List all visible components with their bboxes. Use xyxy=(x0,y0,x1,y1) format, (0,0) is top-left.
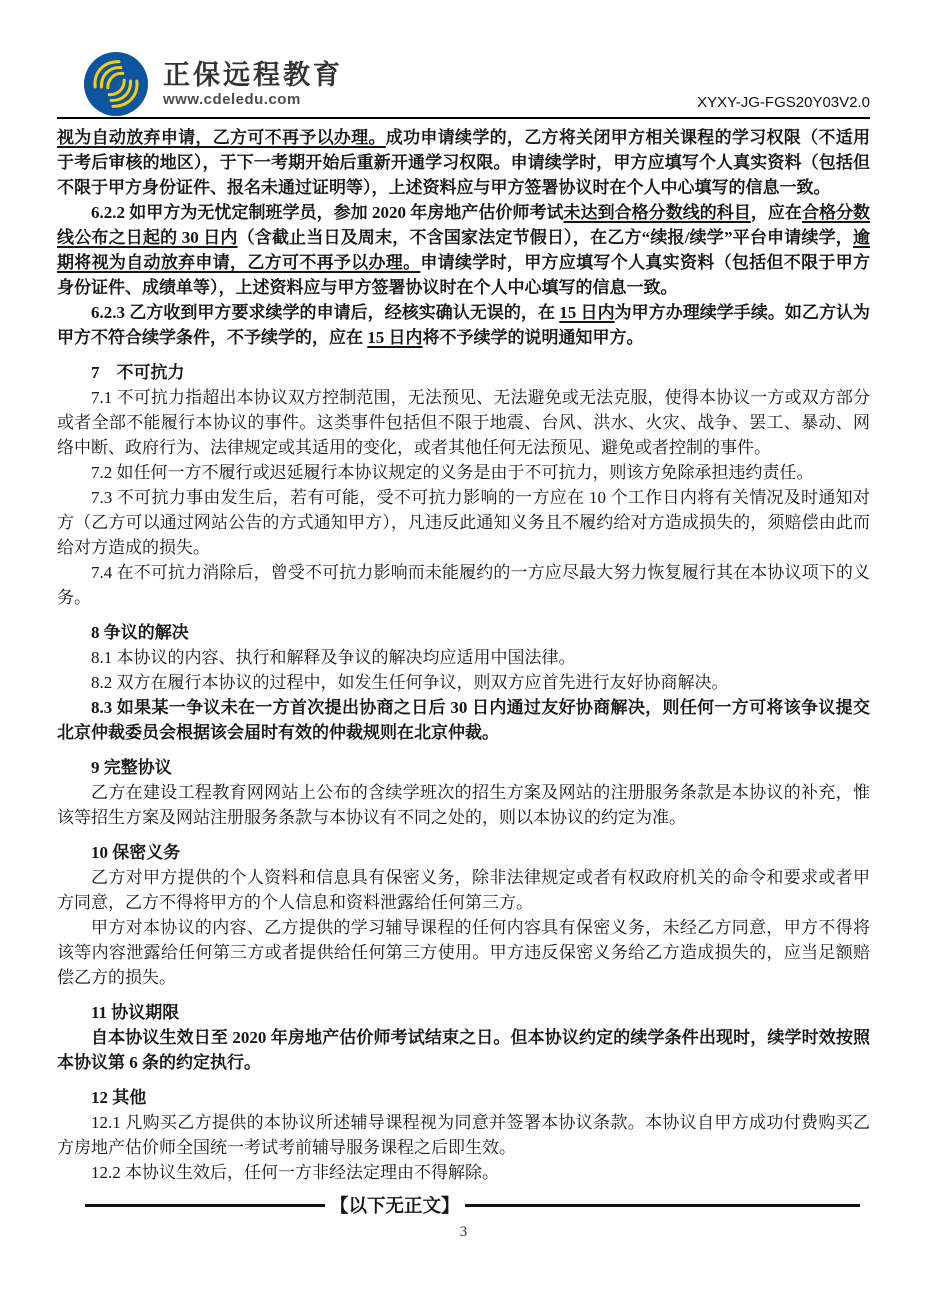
page-number: 3 xyxy=(459,1224,468,1240)
h-12: 12 其他 xyxy=(91,1088,147,1107)
p-7-2: 7.2 如任何一方不履行或迟延履行本协议规定的义务是由于不可抗力，则该方免除承担违约责任。 xyxy=(91,463,814,482)
p-6-2-3: 6.2.3 乙方收到甲方要求续学的申请后，经核实确认无误的，在 15 日内为甲方办理续学手续。如乙方认为甲方不符合续学条件，不予续学的，应在 15 日内将不予续学的说明通知甲方。 xyxy=(57,303,871,347)
swirl-globe-icon xyxy=(83,51,149,117)
p-12-2: 12.2 本协议生效后，任何一方非经法定理由不得解除。 xyxy=(91,1163,499,1182)
p-10-2: 甲方对本协议的内容、乙方提供的学习辅导课程的任何内容具有保密义务，未经乙方同意，甲方不得将该等内容泄露给任何第三方或者提供给任何第三方使用。甲方违反保密义务给乙方造成损失的，应当足额赔偿乙方的损失。 xyxy=(57,918,870,987)
underlined-text: 未达到合格分数线的科目 xyxy=(563,203,751,222)
divider-line-right xyxy=(465,1204,860,1207)
h-10: 10 保密义务 xyxy=(91,843,181,862)
h-11: 11 协议期限 xyxy=(91,1003,180,1022)
p-6-2-2: 6.2.2 如甲方为无忧定制班学员，参加 2020 年房地产估价师考试未达到合格分数线的科目，应在合格分数线公布之日起的 30 日内（含截止当日及周末，不含国家法定节假日），在乙方“续报/续学”平台申请续学，逾期将视为自动放弃申请，乙方可不再予以办理。申请续学时，甲方应填写个人真实资料（包括但不限于甲方身份证件、成绩单等），上述资料应与甲方签署协议时在个人中心填写的信息一致。 xyxy=(57,203,871,297)
document-code: XYXY-JG-FGS20Y03V2.0 xyxy=(697,94,870,111)
brand-url: www.cdeledu.com xyxy=(163,91,301,109)
p-9: 乙方在建设工程教育网网站上公布的含续学班次的招生方案及网站的注册服务条款是本协议的补充，惟该等招生方案及网站注册服务条款与本协议有不同之处的，则以本协议的约定为准。 xyxy=(57,783,870,827)
document-header xyxy=(57,0,870,119)
p-10-1: 乙方对甲方提供的个人资料和信息具有保密义务，除非法律规定或者有权政府机关的命令和要求或者甲方同意，乙方不得将甲方的个人信息和资料泄露给任何第三方。 xyxy=(57,868,870,912)
p-8-3: 8.3 如果某一争议未在一方首次提出协商之日后 30 日内通过友好协商解决，则任何一方可将该争议提交北京仲裁委员会根据该会届时有效的仲裁规则在北京仲裁。 xyxy=(57,698,870,742)
divider-line-left xyxy=(85,1204,325,1207)
brand-text xyxy=(163,60,343,108)
p-continuation: 视为自动放弃申请，乙方可不再予以办理。成功申请续学的，乙方将关闭甲方相关课程的学习权限（不适用于考后审核的地区），于下一考期开始后重新开通学习权限。申请续学时，甲方应填写个人真实资料（包括但不限于甲方身份证件、报名未通过证明等），上述资料应与甲方签署协议时在个人中心填写的信息一致。 xyxy=(57,128,871,197)
p-8-2: 8.2 双方在履行本协议的过程中，如发生任何争议，则双方应首先进行友好协商解决。 xyxy=(91,673,729,692)
underlined-text: 合格分数线公布之日起的 30 日内 xyxy=(57,203,871,247)
p-7-4: 7.4 在不可抗力消除后，曾受不可抗力影响而未能履约的一方应尽最大努力恢复履行其在本协议项下的义务。 xyxy=(57,563,870,607)
p-11: 自本协议生效日至 2020 年房地产估价师考试结束之日。但本协议约定的续学条件出现时，续学时效按照本协议第 6 条的约定执行。 xyxy=(57,1028,870,1072)
underlined-text: 15 日内 xyxy=(367,328,423,347)
h-7: 7 不可抗力 xyxy=(91,363,185,382)
p-8-1: 8.1 本协议的内容、执行和解释及争议的解决均应适用中国法律。 xyxy=(91,648,576,667)
underlined-text: 逾期将视为自动放弃申请，乙方可不再予以办理。 xyxy=(57,228,871,272)
h-8: 8 争议的解决 xyxy=(91,623,189,642)
p-12-1: 12.1 凡购买乙方提供的本协议所述辅导课程视为同意并签署本协议条款。本协议自甲方成功付费购买乙方房地产估价师全国统一考试考前辅导服务课程之后即生效。 xyxy=(57,1113,870,1157)
end-of-text-divider xyxy=(85,1192,860,1218)
brand-logo xyxy=(83,51,343,117)
p-7-3: 7.3 不可抗力事由发生后，若有可能，受不可抗力影响的一方应在 10 个工作日内将有关情况及时通知对方（乙方可以通过网站公告的方式通知甲方），凡违反此通知义务且不履约给对方造成损失的，须赔偿由此而给对方造成的损失。 xyxy=(57,488,870,557)
p-7-1: 7.1 不可抗力指超出本协议双方控制范围，无法预见、无法避免或无法克服，使得本协议一方或双方部分或者全部不能履行本协议的事件。这类事件包括但不限于地震、台风、洪水、火灾、战争、罢工、暴动、网络中断、政府行为、法律规定或其适用的变化，或者其他任何无法预见、避免或者控制的事件。 xyxy=(57,388,870,457)
h-9: 9 完整协议 xyxy=(91,758,172,777)
end-of-text-label: 【以下无正文】 xyxy=(330,1197,460,1217)
brand-name: 正保远程教育 xyxy=(163,59,343,90)
underlined-text: 15 日内 xyxy=(559,303,615,322)
document-body xyxy=(57,119,870,1185)
underlined-text: 视为自动放弃申请，乙方可不再予以办理。 xyxy=(57,128,386,147)
